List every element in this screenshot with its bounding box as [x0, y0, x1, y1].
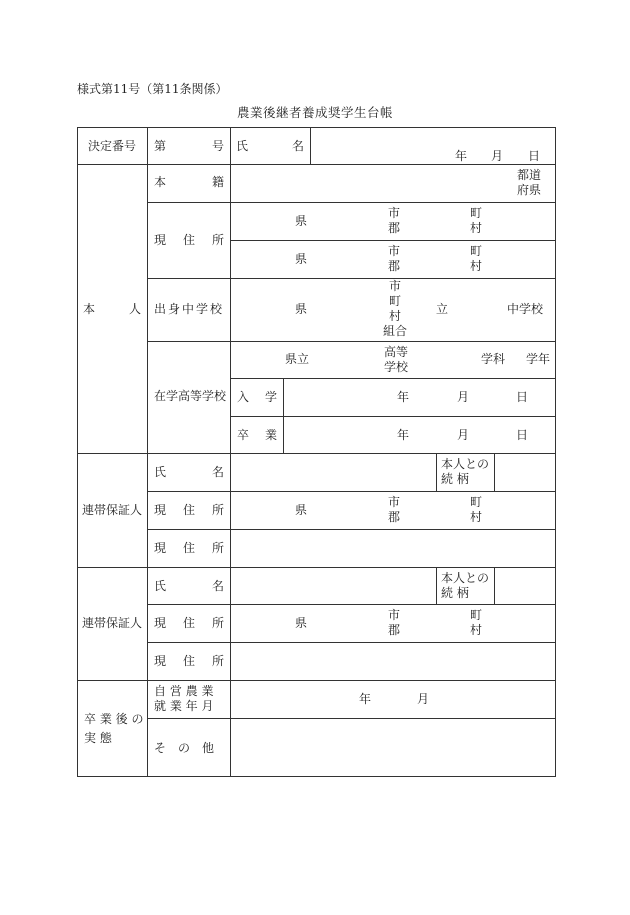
shusshin-mura: 村 — [388, 309, 401, 323]
farm-employment-label — [154, 684, 213, 714]
guarantor1-relation-label — [441, 457, 491, 487]
farm-year: 年 — [359, 692, 372, 706]
honseki-a: 本 — [154, 175, 167, 189]
ju-char: 住 — [182, 503, 195, 517]
zoku-char: 続 — [441, 586, 454, 600]
address1-shigun — [388, 206, 400, 236]
mei-label: 名 — [291, 139, 304, 153]
machi-text: 町 — [470, 206, 483, 220]
guarantor1-machimura — [470, 495, 482, 525]
relation-line2 — [441, 586, 491, 601]
mei-char: 名 — [211, 465, 224, 479]
gun-text: 郡 — [388, 510, 401, 524]
kotogakko-text — [384, 345, 408, 375]
dai-label: 第 — [154, 139, 167, 153]
todofuken — [517, 168, 541, 198]
shi-label: 氏 — [236, 139, 249, 153]
zoku-char: 続 — [441, 472, 454, 486]
shi-text: 市 — [388, 608, 401, 622]
machi-text: 町 — [470, 495, 483, 509]
sho-char: 所 — [211, 503, 224, 517]
gen-char: 現 — [154, 233, 167, 247]
farm-line2: 就 業 年 月 — [154, 699, 214, 713]
address2-ken: 県 — [295, 252, 308, 266]
ju-char: 住 — [182, 616, 195, 630]
koto-text: 高等 — [384, 345, 409, 359]
shi-text: 市 — [388, 495, 401, 509]
birth-month: 月 — [491, 149, 504, 163]
mura-text: 村 — [470, 510, 483, 524]
number-field — [154, 139, 224, 154]
gun-text: 郡 — [388, 623, 401, 637]
after-label — [84, 712, 143, 746]
guarantor2-relation-label — [441, 571, 491, 601]
gen-char: 現 — [154, 503, 167, 517]
shusshin-label: 出身中学校 — [154, 302, 225, 316]
gen-char: 現 — [154, 654, 167, 668]
guarantor1-label: 連帯保証人 — [81, 503, 142, 517]
address1-machimura — [470, 206, 482, 236]
mura-text: 村 — [470, 623, 483, 637]
birth-year: 年 — [455, 149, 468, 163]
honseki-label — [154, 175, 224, 190]
form-label: 様式第11号（第11条関係） — [77, 82, 228, 96]
ju-char: 住 — [182, 233, 195, 247]
todo-text: 都道 — [517, 168, 542, 182]
shusshin-shi: 市 — [388, 279, 401, 293]
mura-text: 村 — [470, 259, 483, 273]
nyugaku-month: 月 — [457, 390, 470, 404]
nyugaku-day: 日 — [516, 390, 529, 404]
nyugaku-year: 年 — [397, 390, 410, 404]
gaku-char: 学 — [264, 390, 277, 404]
gara-char: 柄 — [456, 586, 469, 600]
guarantor2-genjusho2-label — [154, 654, 224, 669]
machi-text: 町 — [470, 244, 483, 258]
gun-text: 郡 — [388, 221, 401, 235]
guarantor1-shigun — [388, 495, 400, 525]
guarantor1-genjusho-label — [154, 503, 224, 518]
genjusho-label — [154, 233, 224, 248]
go-label: 号 — [211, 139, 224, 153]
other-label: そ の 他 — [154, 741, 215, 755]
after-label-line1: 卒 業 後 の — [84, 712, 144, 726]
table-grid — [77, 127, 556, 777]
shusshin-ken: 県 — [295, 302, 308, 316]
gakka-text: 学科 — [481, 352, 506, 366]
nyu-char: 入 — [237, 390, 250, 404]
sho-char: 所 — [211, 233, 224, 247]
guarantor2-shigun — [388, 608, 400, 638]
sho-char: 所 — [211, 616, 224, 630]
guarantor2-label: 連帯保証人 — [81, 616, 142, 630]
decision-number-label: 決定番号 — [87, 139, 136, 153]
guarantor2-machimura — [470, 608, 482, 638]
name-label — [236, 139, 304, 154]
gakko-text: 学校 — [384, 360, 409, 374]
gun-text: 郡 — [388, 259, 401, 273]
form-title: 農業後継者養成奨学生台帳 — [236, 105, 393, 120]
after-label-line2 — [84, 731, 141, 746]
relation-line2 — [441, 472, 491, 487]
sotsu-char: 卒 — [237, 428, 250, 442]
gara-char: 柄 — [456, 472, 469, 486]
shusshin-ritsu: 立 — [436, 302, 449, 316]
address2-machimura — [470, 244, 482, 274]
mura-text: 村 — [470, 221, 483, 235]
guarantor2-name-label — [154, 579, 224, 594]
kenritsu-text: 県立 — [285, 352, 310, 366]
sotsugyo-year: 年 — [397, 428, 410, 442]
gakunen-text: 学年 — [526, 352, 551, 366]
register-table — [77, 127, 556, 777]
fuken-text: 府県 — [517, 183, 542, 197]
ju-char: 住 — [182, 654, 195, 668]
jitsu-char: 実 — [84, 731, 97, 745]
guarantor2-ken: 県 — [295, 616, 308, 630]
honnin-label-a: 本 — [83, 302, 96, 316]
shusshin-kumiai: 組合 — [382, 324, 407, 338]
machi-text: 町 — [470, 608, 483, 622]
sho-char: 所 — [211, 654, 224, 668]
honseki-b: 籍 — [211, 175, 224, 189]
mei-char: 名 — [211, 579, 224, 593]
nyugaku-label — [237, 390, 277, 405]
gen-char: 現 — [154, 616, 167, 630]
address2-shigun — [388, 244, 400, 274]
shusshin-chugakko: 中学校 — [507, 302, 544, 316]
relation-line1: 本人との — [441, 457, 490, 471]
guarantor1-ken: 県 — [295, 503, 308, 517]
sotsugyo-month: 月 — [457, 428, 470, 442]
birth-day: 日 — [528, 149, 541, 163]
sotsugyo-label — [237, 428, 277, 443]
tai-char: 態 — [99, 731, 112, 745]
address1-ken: 県 — [295, 214, 308, 228]
sotsugyo-day: 日 — [516, 428, 529, 442]
shi-text: 市 — [388, 244, 401, 258]
guarantor1-genjusho2-label — [154, 541, 224, 556]
gen-char: 現 — [154, 541, 167, 555]
honnin-label-b: 人 — [129, 302, 142, 316]
gyo-char: 業 — [264, 428, 277, 442]
shusshin-machi: 町 — [388, 294, 401, 308]
shi-text: 市 — [388, 206, 401, 220]
zaigaku-label: 在学高等学校 — [154, 389, 227, 403]
guarantor2-genjusho-label — [154, 616, 224, 631]
guarantor1-name-label — [154, 465, 224, 480]
farm-month: 月 — [417, 692, 430, 706]
sho-char: 所 — [211, 541, 224, 555]
ju-char: 住 — [182, 541, 195, 555]
shusshin-municipality — [373, 279, 417, 339]
shi-char: 氏 — [154, 579, 167, 593]
shi-char: 氏 — [154, 465, 167, 479]
relation-line1: 本人との — [441, 571, 490, 585]
farm-line1: 自 営 農 業 — [154, 684, 214, 698]
